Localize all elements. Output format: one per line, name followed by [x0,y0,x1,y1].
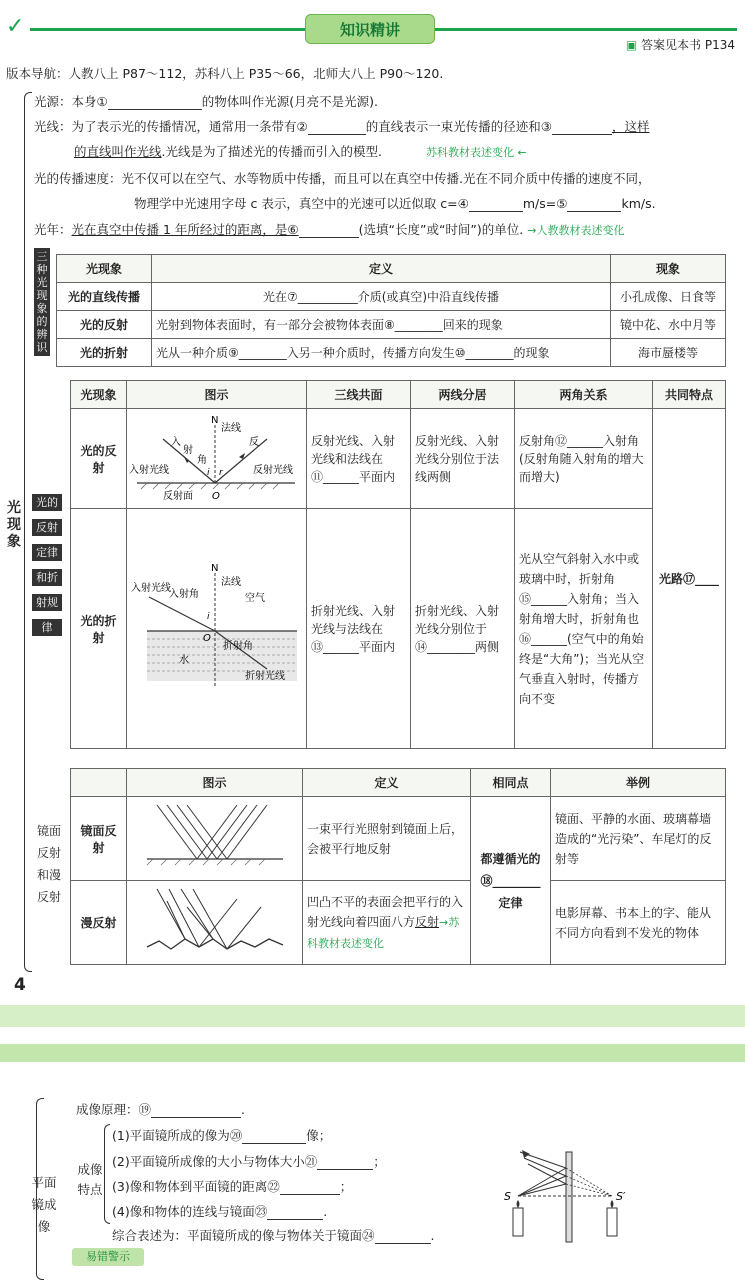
principle-line: 成像原理：⑲ . [76,1102,245,1117]
plane-mirror-label: 平面镜成像 [31,1175,57,1234]
fig-label: N [211,563,219,574]
three-kinds-label [34,248,50,357]
lightyear-line [34,220,624,238]
feature-item [112,1152,386,1170]
label-part: 光的 [32,494,62,511]
label-part: 定律 [32,544,62,561]
text: ； [373,1154,386,1169]
table-row [71,509,726,749]
label-text: 三种光现象的辨识 [34,248,50,356]
row-name: 光的折射 [71,509,127,749]
blank-19 [151,1104,241,1118]
plane-mirror-diagram [500,1148,640,1248]
fig-label: N [211,415,219,426]
summary-line: 综合表述为：平面镜所成的像与物体关于镜面㉔ . [112,1228,435,1243]
fig-label: S′ [616,1190,626,1203]
col-header: 两角关系 [515,381,653,409]
fig-label: O [212,491,220,502]
ray-line-2 [74,142,527,160]
fig-label: 入射光线 [131,583,171,594]
fig-label: 入射光线 [129,465,169,476]
angles-cell: 反射角⑫______入射角(反射角随入射角的增大而增大) [515,409,653,509]
refraction-figure [127,509,307,749]
label-part: 反射 [32,519,62,536]
text: (2)平面镜所成像的大小与物体大小㉑ [112,1154,318,1169]
text: 成像原理：⑲ [76,1102,152,1117]
feature-item [112,1177,352,1195]
col-header: 图示 [127,769,303,797]
coplanar-cell: 反射光线、入射光线和法线在⑪______平面内 [307,409,411,509]
row-definition: 光从一种介质⑨________入另一种介质时，传播方向发生⑩________的现象 [152,339,611,367]
ray-line [34,117,649,135]
row-example: 镜中花、水中月等 [611,311,726,339]
table-row [57,283,726,311]
table-header-row [71,769,726,797]
text: .光线是为了描述光的传播而引入的模型. [161,144,382,159]
feature-item [112,1126,331,1144]
fig-label: 水 [179,655,189,666]
table-header-row [71,381,726,409]
col-header: 现象 [611,255,726,283]
section-title: 知识精讲 [305,14,435,44]
row-name: 漫反射 [71,881,127,965]
phenomena-table [56,254,726,367]
blank-6 [299,224,359,238]
fig-label: 反 [249,437,259,448]
speed-line: 光的传播速度：光不仅可以在空气、水等物质中传播，而且可以在真空中传播.光在不同介质中传播的速度不同， [34,171,651,186]
text: (选填“长度”或“时间”)的单位. [358,222,524,237]
feature-label: 成像特点 [77,1162,103,1197]
textbook-note: →人教教材表述变化 [527,224,625,237]
text: ，这样 [611,119,650,134]
definition-cell [303,881,471,965]
blank-5 [567,198,621,212]
feature-item [112,1202,327,1220]
text: 光年： [34,222,72,237]
definition-text: 反射 [415,914,440,929]
laws-table [70,380,726,749]
blank-22 [280,1181,340,1195]
blank-23 [267,1206,323,1220]
text: 的直线叫作光线 [74,144,162,159]
blank-21 [317,1156,373,1170]
label-part: 和折 [32,569,62,586]
col-header: 共同特点 [653,381,726,409]
mirror-diffuse-label: 镜面反射和漫反射 [36,824,61,904]
col-header: 定义 [303,769,471,797]
row-definition: 光在⑦__________介质(或真空)中沿直线传播 [152,283,611,311]
col-header: 相同点 [471,769,551,797]
fig-label: O [203,633,211,644]
mirror-diffuse-table [70,768,726,965]
reflection-diagram [127,411,305,503]
diffuse-figure [127,881,303,965]
blank-24 [375,1230,431,1244]
blank-2 [308,121,366,135]
blank-3 [552,121,612,135]
row-name: 光的直线传播 [57,283,152,311]
text: 光在真空中传播 1 年所经过的距离，是⑥ [71,222,299,237]
fig-label: 角 [197,455,207,466]
fig-label: 射 [183,445,193,456]
answer-reference [626,36,735,53]
fig-label: 法线 [221,577,241,588]
text: (3)像和物体到平面镜的距离㉒ [112,1179,280,1194]
row-name: 光的反射 [57,311,152,339]
fig-label: i [207,612,210,622]
specular-figure [127,797,303,881]
table-row [57,311,726,339]
sides-cell: 折射光线、入射光线分别位于⑭________两侧 [411,509,515,749]
check-icon: ✓ [6,14,25,39]
answer-ref-text: 答案见本书 P134 [641,38,735,52]
fig-label: 入 [171,437,181,448]
textbook-note: →苏科教材表述变化 [307,915,460,950]
text: m/s=⑤ [522,196,568,211]
table-row [71,409,726,509]
sides-cell: 反射光线、入射光线分别位于法线两侧 [411,409,515,509]
reflection-figure [127,409,307,509]
coplanar-cell: 折射光线、入射光线与法线在⑬______平面内 [307,509,411,749]
text: 的直线表示一束光传播的径迹和③ [365,119,552,134]
fig-label: 折射角 [223,641,253,652]
laws-label [32,494,62,637]
book-icon: ▣ [625,38,638,52]
row-name: 光的折射 [57,339,152,367]
fig-label: 法线 [221,423,241,434]
fig-label: i [207,468,210,478]
blank-4 [469,198,523,212]
fig-label: 空气 [245,593,265,604]
refraction-diagram [127,557,305,697]
common-cell: 都遵循光的⑱________定律 [471,797,551,965]
label-part: 射规 [32,594,62,611]
section-bracket [24,92,32,972]
text: ； [339,1179,353,1194]
row-definition: 光射到物体表面时，有一部分会被物体表面⑧________回来的现象 [152,311,611,339]
definition-cell: 一束平行光照射到镜面上后，会被平行地反射 [303,797,471,881]
col-header: 光现象 [57,255,152,283]
feature-bracket [104,1124,110,1224]
row-example: 小孔成像、日食等 [611,283,726,311]
blank-1 [108,96,202,110]
page-separator [0,1005,745,1027]
speed-line-2 [134,194,656,212]
header-bar [0,0,745,50]
textbook-note: 苏科教材表述变化 ← [425,146,527,159]
fig-label: 入射角 [169,589,199,600]
label-part: 律 [32,619,62,636]
text: 物理学中光速用字母 c 表示，真空中的光速可以近似取 c=④ [134,196,469,211]
col-header: 图示 [127,381,307,409]
version-nav: 版本导航：人教八上 P87～112，苏科八上 P35～66，北师大八上 P90～120. [6,66,444,81]
text: 光源：本身① [34,94,108,109]
fig-label: 反射面 [163,491,193,502]
row-name: 镜面反射 [71,797,127,881]
error-reminder-badge: 易错警示 [72,1248,144,1266]
col-header: 举例 [551,769,726,797]
table-row [71,797,726,881]
angles-cell: 光从空气斜射入水中或玻璃中时，折射角⑮______入射角；当入射角增大时，折射角也⑯______(空气中的角始终是“大角”)；当光从空气垂直入射时，传播方向不变 [515,509,653,749]
col-header: 两线分居 [411,381,515,409]
fig-label: 反射光线 [253,465,293,476]
text: 综合表述为：平面镜所成的像与物体关于镜面㉔ [112,1228,375,1243]
col-header-empty [71,769,127,797]
table-row [71,881,726,965]
text: 的物体叫作光源(月亮不是光源). [201,94,378,109]
blank-20 [242,1130,306,1144]
text: (1)平面镜所成的像为⑳ [112,1128,243,1143]
fig-label: r [219,468,223,478]
col-header: 光现象 [71,381,127,409]
phenomena-label: 光现象 [7,500,21,550]
row-name: 光的反射 [71,409,127,509]
definition-text: 凹凸不平的表面会把平行的入射光线向着四面八方 [307,894,464,929]
fig-label: 折射光线 [245,671,285,682]
text: . [323,1204,328,1219]
table-header-row [57,255,726,283]
page-number: 4 [14,975,26,995]
fig-label: S [504,1190,511,1203]
text: 像； [306,1128,332,1143]
text: km/s. [621,196,656,211]
text: 光线：为了表示光的传播情况，通常用一条带有② [34,119,308,134]
col-header: 定义 [152,255,611,283]
specular-diagram [127,797,301,877]
common-cell: 光路⑰____ [653,409,726,749]
col-header: 三线共面 [307,381,411,409]
light-source-line [34,92,378,110]
example-cell: 电影屏幕、书本上的字、能从不同方向看到不发光的物体 [551,881,726,965]
row-example: 海市蜃楼等 [611,339,726,367]
table-row [57,339,726,367]
diffuse-diagram [127,881,301,961]
example-cell: 镜面、平静的水面、玻璃幕墙造成的“光污染”、车尾灯的反射等 [551,797,726,881]
page-separator [0,1044,745,1062]
text: (4)像和物体的连线与镜面㉓ [112,1204,268,1219]
